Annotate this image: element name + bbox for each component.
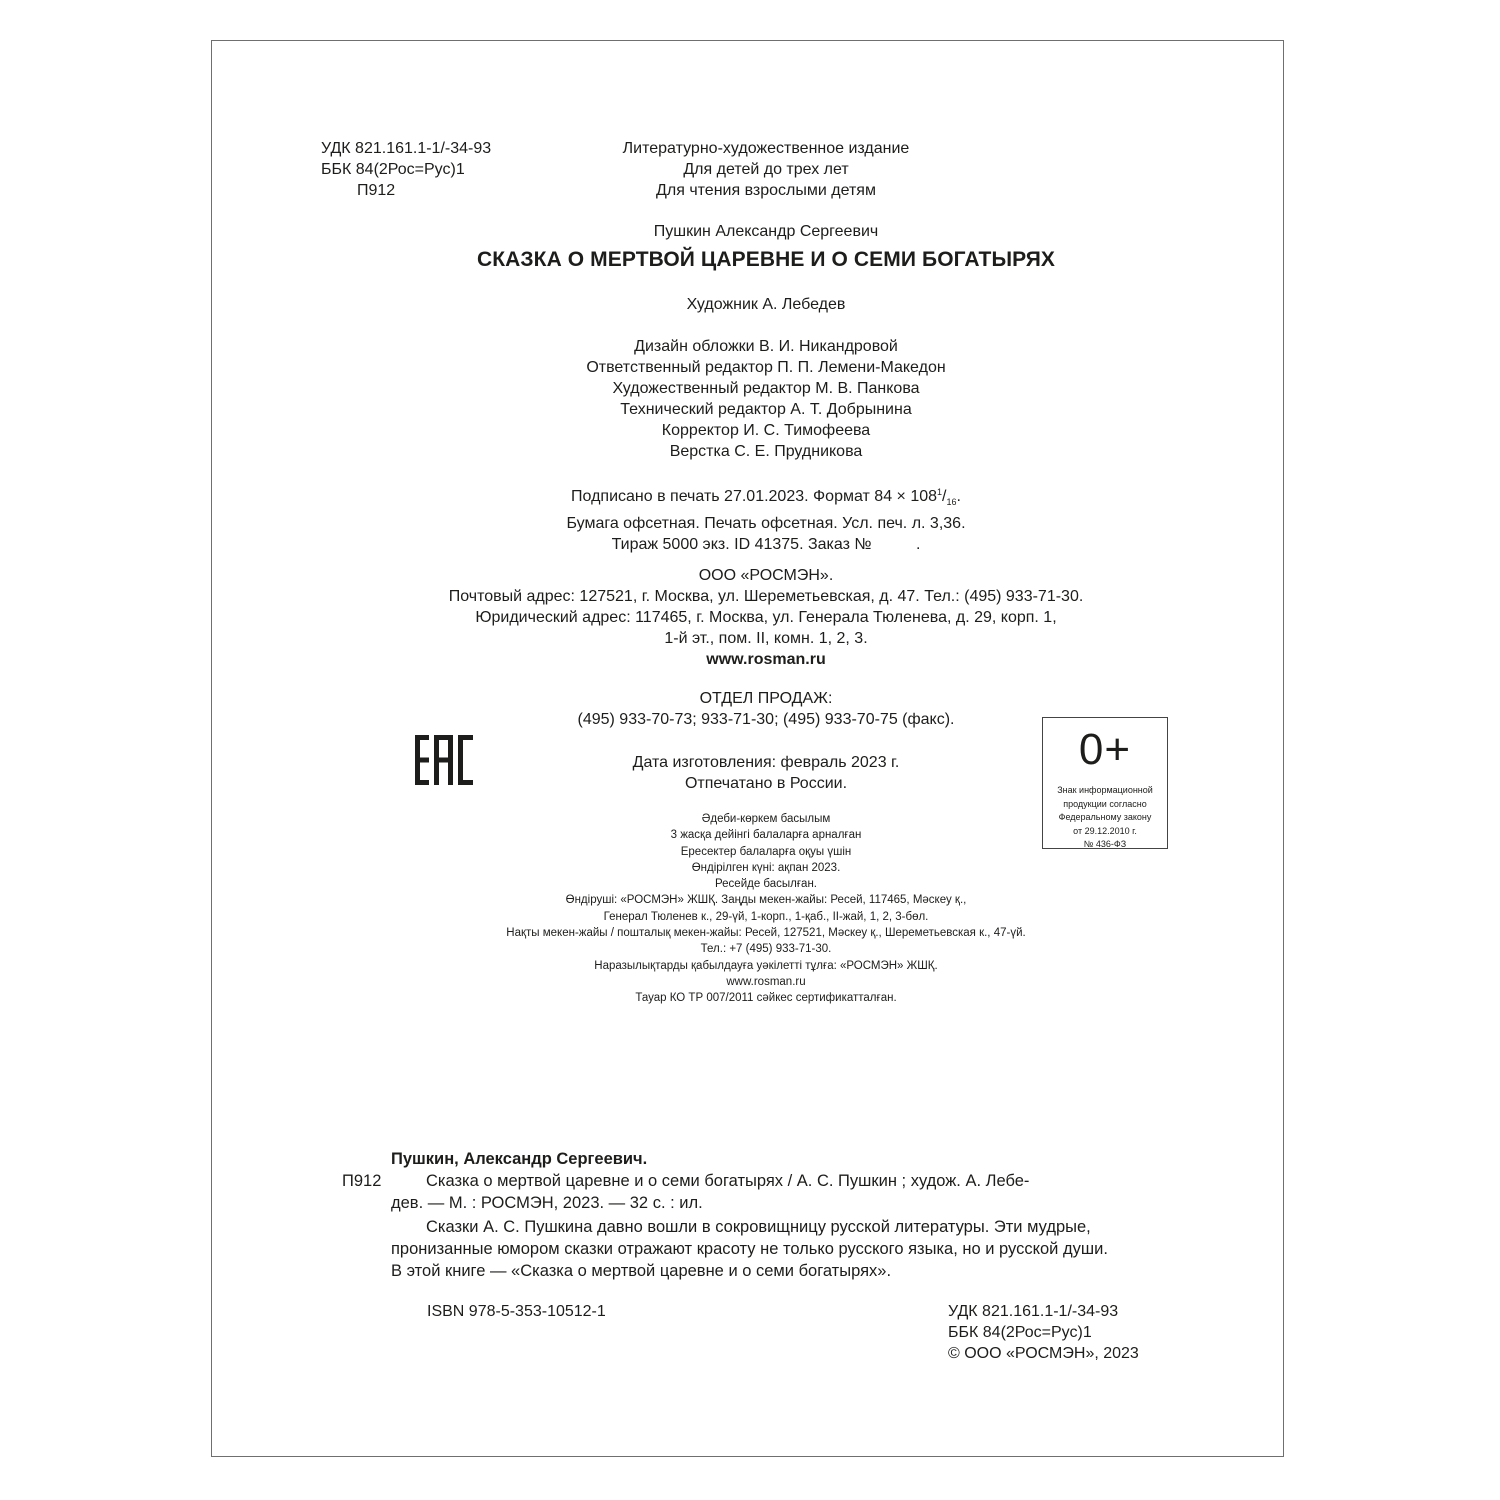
bib-author-heading: Пушкин, Александр Сергеевич. xyxy=(391,1150,648,1168)
age-note-line: от 29.12.2010 г. xyxy=(1073,825,1137,836)
kazakh-line: Өндіруші: «РОСМЭН» ЖШҚ. Заңды мекен-жайы: Ресей, 117465, Мәскеу қ., xyxy=(565,894,967,907)
classification-block xyxy=(321,138,491,201)
publisher-info xyxy=(366,565,1166,670)
credit-responsible-editor: Ответственный редактор П. П. Лемени-Македон xyxy=(586,359,946,376)
kazakh-line: Нақты мекен-жайы / пошталық мекен-жайы: Ресей, 127521, Мәскеу қ., Шереметьевская к., 47-үй. xyxy=(506,927,1026,940)
credit-layout: Верстка С. Е. Прудникова xyxy=(669,443,863,460)
age-note-line: Федеральному закону xyxy=(1058,812,1152,822)
kazakh-line: Ересектер балаларға оқуы үшін xyxy=(680,845,852,858)
udk-code: УДК 821.161.1-1/-34-93 xyxy=(321,140,492,157)
edition-type: Литературно-художественное издание xyxy=(622,140,910,157)
bib-author-code: П912 xyxy=(342,1172,382,1190)
eac-certification-icon xyxy=(415,735,473,785)
bib-annotation-line: пронизанные юмором сказки отражают красоту не только русского языка, но и русской души. xyxy=(391,1240,1108,1258)
bib-classification xyxy=(948,1301,1139,1364)
author-code: П912 xyxy=(357,182,396,199)
age-audience: Для детей до трех лет xyxy=(683,161,849,178)
bib-bbk: ББК 84(2Рос=Рус)1 xyxy=(948,1324,1092,1341)
kazakh-line: Тел.: +7 (495) 933-71-30. xyxy=(700,943,832,956)
age-rating-value: 0+ xyxy=(1078,725,1132,774)
print-signed-text: Подписано в печать 27.01.2023. Формат 84 × 108 xyxy=(571,488,938,505)
kazakh-line: Тауар КО ТР 007/2011 сәйкес сертификатталған. xyxy=(635,992,897,1005)
format-denominator: 16 xyxy=(946,497,957,507)
bib-udk: УДК 821.161.1-1/-34-93 xyxy=(948,1303,1119,1320)
website-link[interactable]: www.rosman.ru xyxy=(706,651,826,668)
kazakh-website: www.rosman.ru xyxy=(726,975,806,988)
kazakh-line: Наразылықтарды қабылдауға уәкілетті тұлға: «РОСМЭН» ЖШҚ. xyxy=(594,959,938,972)
manufacture-date: Дата изготовления: февраль 2023 г. xyxy=(632,754,900,771)
printed-in: Отпечатано в России. xyxy=(684,775,848,792)
legal-address: Юридический адрес: 117465, г. Москва, ул. Генерала Тюленева, д. 29, корп. 1, xyxy=(475,609,1057,626)
print-run: Тираж 5000 экз. ID 41375. Заказ № . xyxy=(611,536,921,553)
print-signed-end: . xyxy=(956,488,961,505)
kazakh-line: Әдеби-көркем басылым xyxy=(701,813,831,825)
credits-list xyxy=(366,336,1166,462)
author-name: Пушкин Александр Сергеевич xyxy=(653,223,879,240)
kazakh-line: Генерал Тюленев к., 29-үй, 1-корп., 1-қаб., II-жай, 1, 2, 3-бөл. xyxy=(603,910,929,923)
kazakh-line: Ресейде басылған. xyxy=(714,878,817,891)
edition-info xyxy=(566,138,966,201)
bib-annotation-line: В этой книге — «Сказка о мертвой царевне и о семи богатырях». xyxy=(391,1262,892,1280)
credit-technical-editor: Технический редактор А. Т. Добрынина xyxy=(620,401,912,418)
copyright-notice: © ООО «РОСМЭН», 2023 xyxy=(948,1345,1139,1362)
postal-address: Почтовый адрес: 127521, г. Москва, ул. Шереметьевская, д. 47. Тел.: (495) 933-71-30. xyxy=(448,588,1084,605)
isbn: ISBN 978-5-353-10512-1 xyxy=(427,1303,606,1320)
bbk-code: ББК 84(2Рос=Рус)1 xyxy=(321,161,465,178)
bib-entry-line: Сказка о мертвой царевне и о семи богатырях / А. С. Пушкин ; худож. А. Лебе- xyxy=(426,1172,1030,1190)
age-note-line: продукции согласно xyxy=(1063,798,1147,809)
kazakh-line: Өндірілген күні: ақпан 2023. xyxy=(691,861,841,874)
bib-entry-line: дев. — М. : РОСМЭН, 2023. — 32 с. : ил. xyxy=(391,1194,703,1212)
credit-proofreader: Корректор И. С. Тимофеева xyxy=(661,422,871,439)
book-title: СКАЗКА О МЕРТВОЙ ЦАРЕВНЕ И О СЕМИ БОГАТЫРЯХ xyxy=(476,248,1056,271)
kazakh-line: 3 жасқа дейінгі балаларға арналған xyxy=(670,829,862,842)
illustrator: Художник А. Лебедев xyxy=(686,296,846,313)
reading-note: Для чтения взрослыми детям xyxy=(656,182,876,199)
format-numerator: 1 xyxy=(937,487,943,497)
credit-art-editor: Художественный редактор М. В. Панкова xyxy=(612,380,920,397)
publisher-name: ООО «РОСМЭН». xyxy=(698,567,834,584)
legal-address-cont: 1-й эт., пом. II, комн. 1, 2, 3. xyxy=(664,630,868,647)
sales-phones: (495) 933-70-73; 933-71-30; (495) 933-70-75 (факс). xyxy=(577,711,955,728)
paper-info: Бумага офсетная. Печать офсетная. Усл. печ. л. 3,36. xyxy=(566,515,966,532)
print-info xyxy=(366,482,1166,555)
credit-cover-design: Дизайн обложки В. И. Никандровой xyxy=(634,338,898,355)
age-note-line: № 436-ФЗ xyxy=(1083,839,1127,849)
bib-annotation-line: Сказки А. С. Пушкина давно вошли в сокровищницу русской литературы. Эти мудрые, xyxy=(426,1218,1091,1236)
sales-heading: ОТДЕЛ ПРОДАЖ: xyxy=(699,690,833,707)
print-signed-line: Подписано в печать 27.01.2023. Формат $84 \times 108^1/_{16}$. xyxy=(571,487,961,507)
kazakh-imprint xyxy=(366,811,1166,1007)
age-note-line: Знак информационной xyxy=(1057,785,1153,795)
